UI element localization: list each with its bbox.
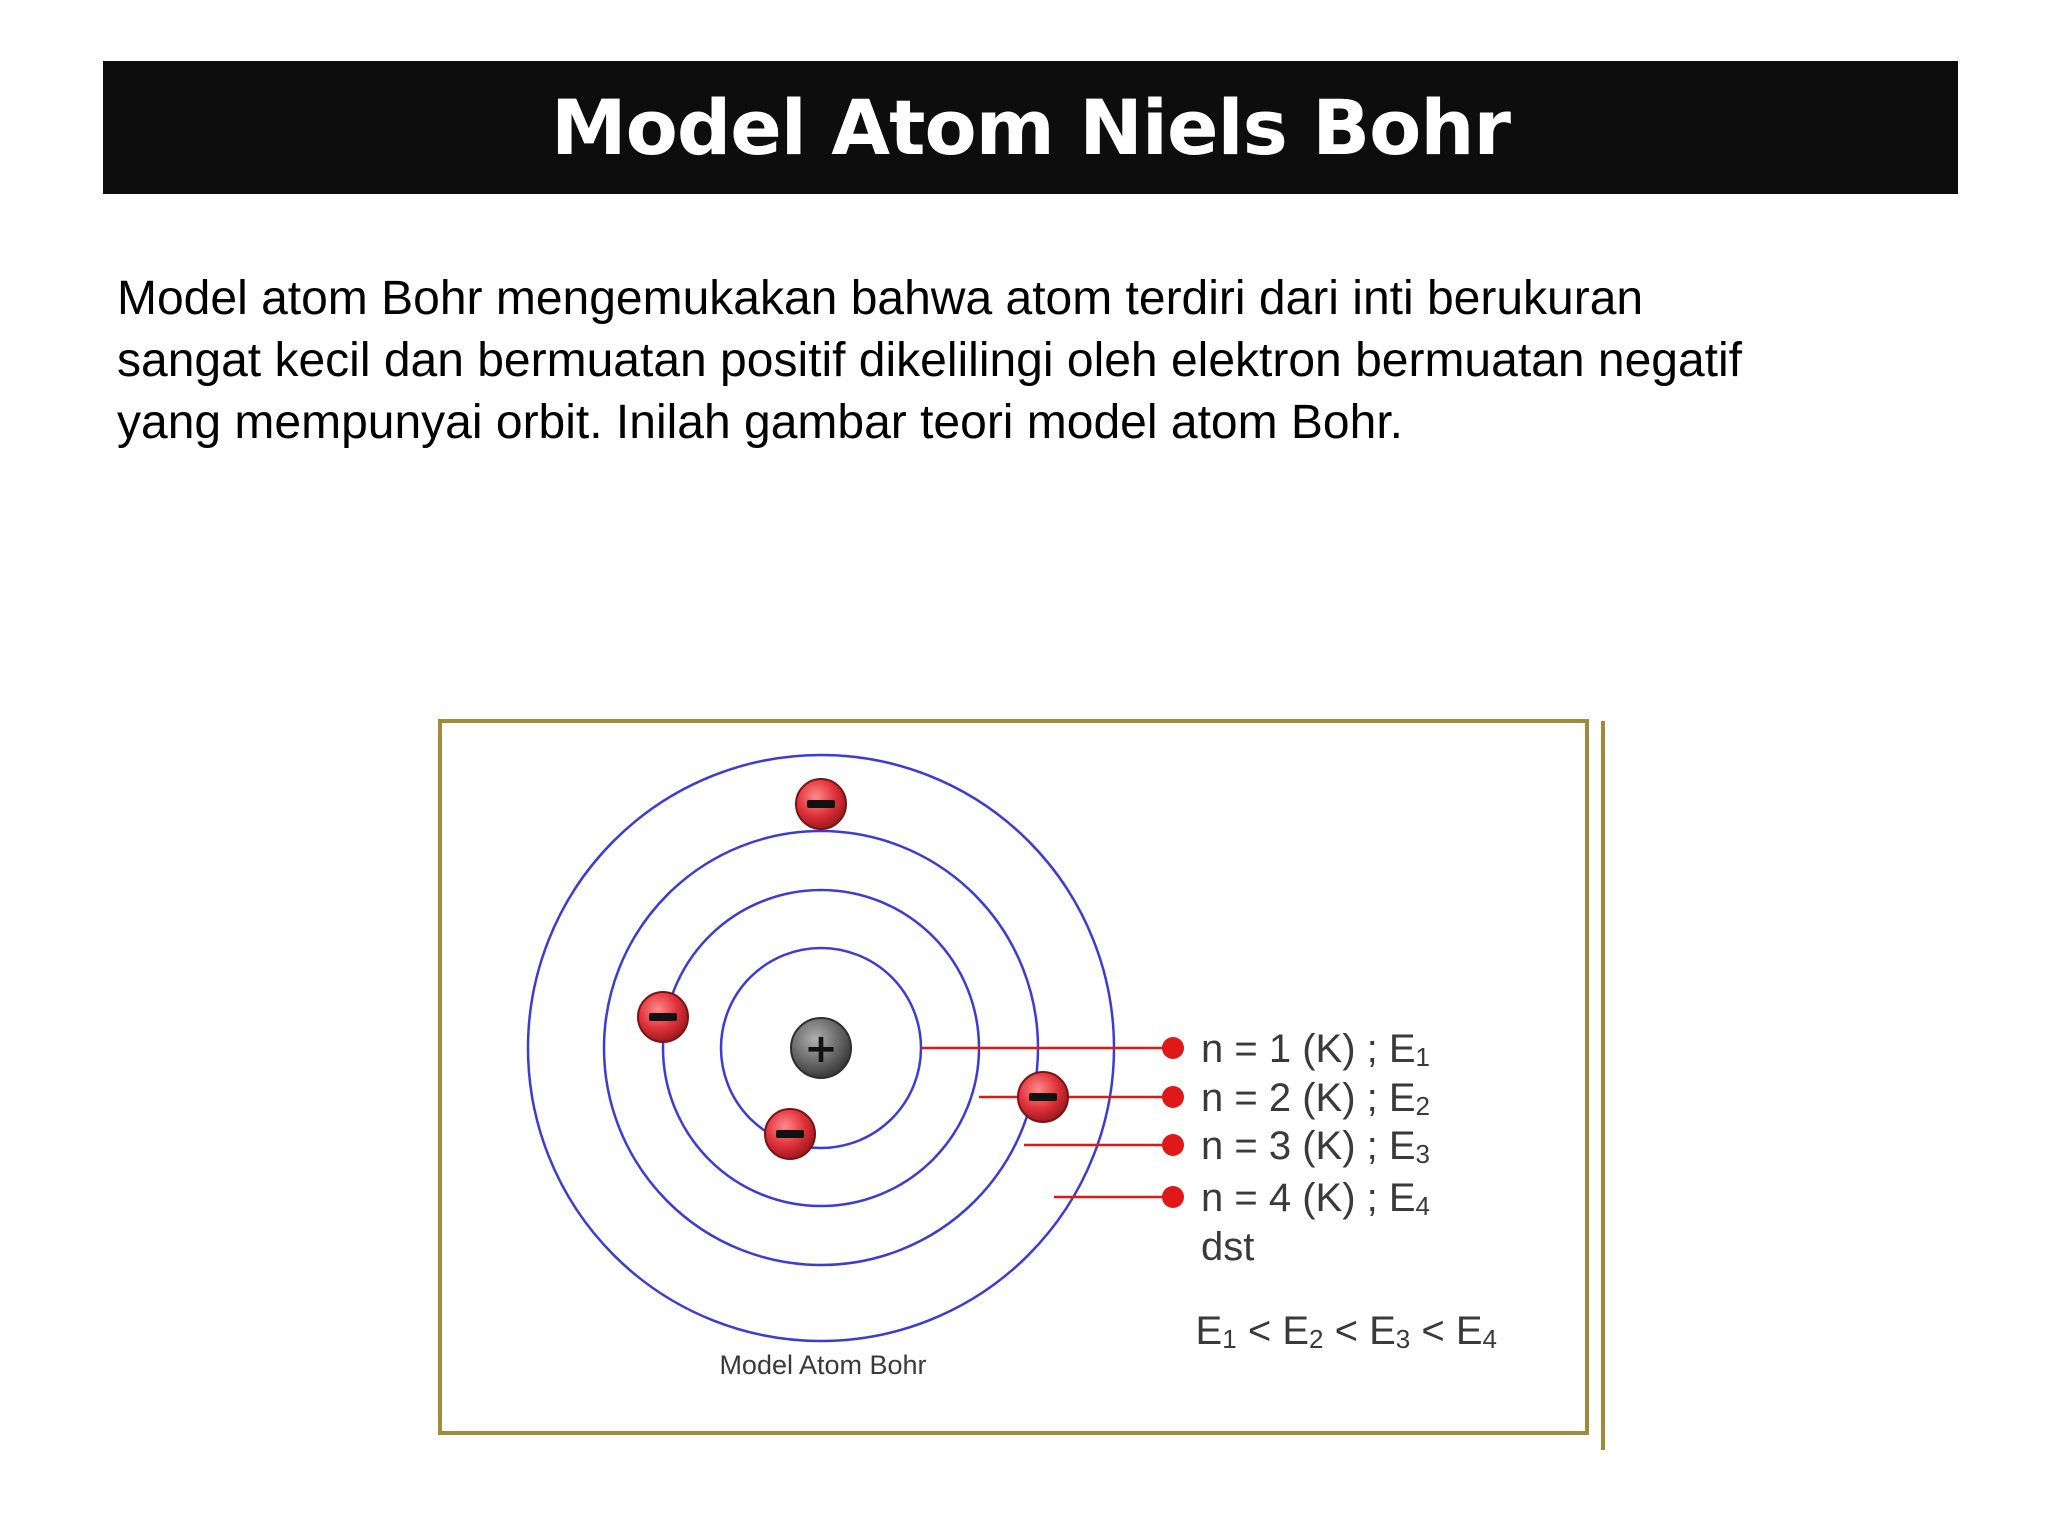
title-bar	[103, 61, 1958, 194]
bohr-model-figure	[437, 718, 1612, 1453]
nucleus	[791, 1018, 851, 1078]
electron-left	[638, 992, 688, 1042]
shell-label-n1: n = 1 (K) ; E1	[1201, 1027, 1430, 1072]
nucleus-plus-icon: +	[804, 1026, 838, 1072]
shell-label-n3: n = 3 (K) ; E3	[1201, 1124, 1430, 1169]
shell-label-n4: n = 4 (K) ; E4	[1201, 1176, 1430, 1221]
shell-label-n2: n = 2 (K) ; E2	[1201, 1076, 1430, 1121]
electron-top	[796, 779, 846, 829]
pointer-dot-n3	[1162, 1134, 1184, 1156]
description-line-3: yang mempunyai orbit. Inilah gambar teori model atom Bohr.	[117, 396, 1403, 449]
bohr-diagram-svg	[437, 718, 1612, 1453]
description-line-2: sangat kecil dan bermuatan positif dikelilingi oleh elektron bermuatan negatif	[117, 334, 1742, 387]
electron-right	[1018, 1072, 1068, 1122]
electron-minus-icon	[649, 1013, 677, 1021]
figure-caption: Model Atom Bohr	[719, 1350, 927, 1380]
page-title: Model Atom Niels Bohr	[551, 83, 1510, 172]
energy-order-label: E1 < E2 < E3 < E4	[1195, 1309, 1497, 1354]
description-text	[117, 268, 1917, 454]
electron-bottom	[765, 1109, 815, 1159]
electron-minus-icon	[1029, 1093, 1057, 1101]
etc-label: dst	[1201, 1225, 1255, 1269]
pointer-dot-n2	[1162, 1086, 1184, 1108]
electron-minus-icon	[807, 800, 835, 808]
electron-minus-icon	[776, 1130, 804, 1138]
description-line-1: Model atom Bohr mengemukakan bahwa atom terdiri dari inti berukuran	[117, 272, 1644, 325]
pointer-dot-n1	[1162, 1037, 1184, 1059]
pointer-dot-n4	[1162, 1186, 1184, 1208]
